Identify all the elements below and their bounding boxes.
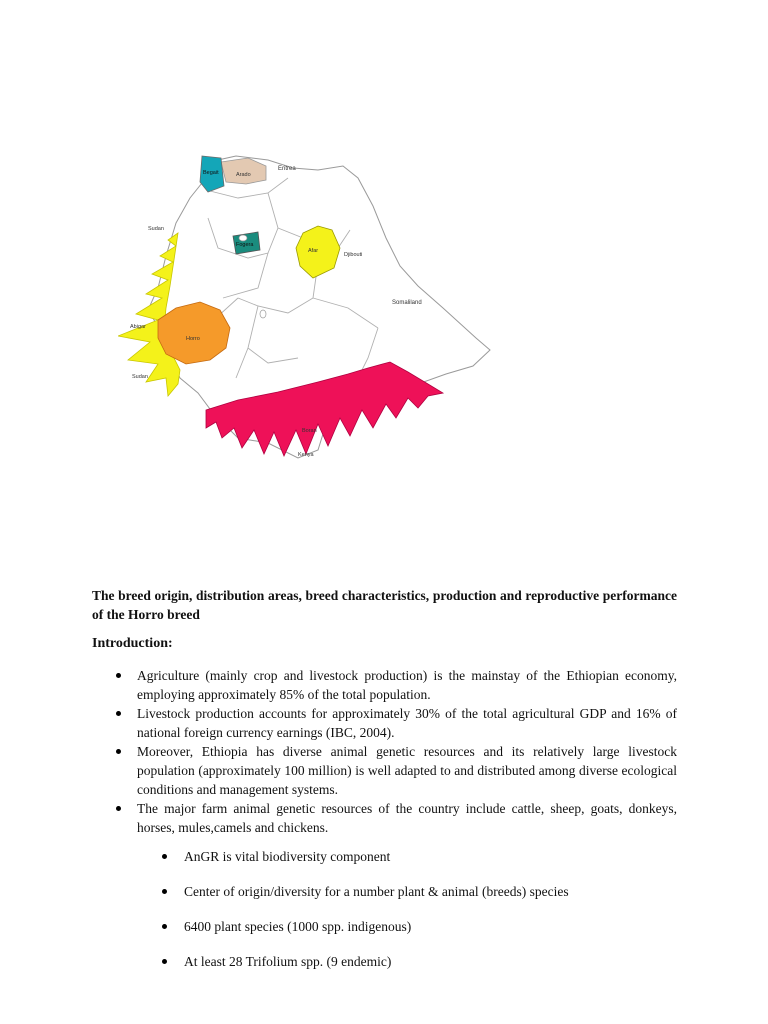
list-item-text: Moreover, Ethiopia has diverse animal genetic resources and its relatively large livestock population (approximately 100 million) is well adapted to and distributed among diverse ecological conditions and management systems. [137, 744, 677, 797]
sub-bullet-list [92, 847, 677, 971]
afar-label: Afar [308, 248, 319, 254]
breed-distribution-map [118, 138, 494, 464]
list-item-text: AnGR is vital biodiversity component [184, 849, 391, 864]
lake [260, 310, 266, 318]
bullet-icon [116, 749, 121, 754]
list-item-text: At least 28 Trifolium spp. (9 endemic) [184, 954, 392, 969]
djibouti-label: Djibouti [344, 252, 363, 258]
list-item [92, 666, 677, 704]
list-item [92, 704, 677, 742]
lake-tana [239, 235, 247, 241]
sudan-bottom-label: Sudan [132, 374, 148, 380]
horro-label: Horro [186, 336, 200, 342]
list-item-text: Agriculture (mainly crop and livestock production) is the mainstay of the Ethiopian economy, employing approximately 85% of the total population. [137, 668, 677, 702]
kenya-label: Kenya [298, 452, 314, 458]
list-item [92, 882, 677, 901]
somaliland-label: Somaliland [392, 300, 422, 306]
list-item [92, 917, 677, 936]
list-item-text: 6400 plant species (1000 spp. indigenous) [184, 919, 412, 934]
fogera-label: Fogera [236, 242, 254, 248]
bullet-icon [162, 854, 167, 859]
abigar-label: Abigar [130, 324, 146, 330]
eritrea-label: Eritrea [278, 166, 296, 172]
bullet-icon [162, 959, 167, 964]
list-item [92, 952, 677, 971]
bullet-icon [116, 711, 121, 716]
bullet-icon [116, 673, 121, 678]
document-body [92, 586, 677, 987]
intro-heading: Introduction: [92, 636, 173, 651]
main-bullet-list [92, 666, 677, 837]
list-item [92, 847, 677, 866]
list-item [92, 742, 677, 799]
bullet-icon [116, 806, 121, 811]
document-title: The breed origin, distribution areas, breed characteristics, production and reproductive performance of the Horro breed [92, 588, 677, 622]
list-item [92, 799, 677, 837]
begait-label: Begait [203, 170, 219, 176]
boran-label: Boran [302, 428, 317, 434]
bullet-icon [162, 924, 167, 929]
arado-label: Arado [236, 172, 251, 178]
list-item-text: Livestock production accounts for approximately 30% of the total agricultural GDP and 16% of national foreign currency earnings (IBC, 2004). [137, 706, 677, 740]
sudan-top-label: Sudan [148, 226, 164, 232]
list-item-text: The major farm animal genetic resources of the country include cattle, sheep, goats, donkeys, horses, mules,camels and chickens. [137, 801, 677, 835]
list-item-text: Center of origin/diversity for a number plant & animal (breeds) species [184, 884, 569, 899]
bullet-icon [162, 889, 167, 894]
